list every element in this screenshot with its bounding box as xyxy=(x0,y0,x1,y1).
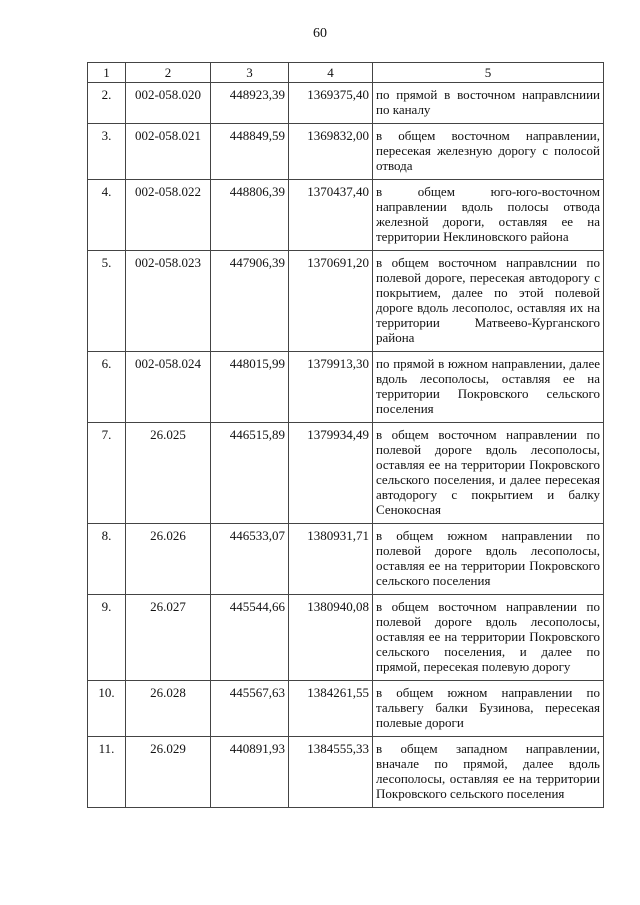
coordinate-y: 1379913,30 xyxy=(289,352,373,423)
row-number: 11. xyxy=(88,737,126,808)
coordinate-x: 445567,63 xyxy=(211,681,289,737)
page-number: 60 xyxy=(313,26,327,41)
point-code: 26.026 xyxy=(126,524,211,595)
table-row xyxy=(88,180,604,251)
header-cell-3: 3 xyxy=(211,63,289,83)
boundary-description: в общем восточном направлении по полевой дороге вдоль лесополосы, оставляя ее на территории Покровского сельского поселения, и далее пересекая автодорогу с покрытием и балку Сенокосная xyxy=(373,423,604,524)
coordinate-y: 1370437,40 xyxy=(289,180,373,251)
point-code: 26.028 xyxy=(126,681,211,737)
row-number: 10. xyxy=(88,681,126,737)
boundary-description: в общем западном направлении, вначале по прямой, далее вдоль лесополосы, оставляя ее на территории Покровского сельского поселения xyxy=(373,737,604,808)
coordinate-x: 448923,39 xyxy=(211,83,289,124)
table-row xyxy=(88,595,604,681)
header-row xyxy=(88,63,604,83)
coordinate-x: 445544,66 xyxy=(211,595,289,681)
coordinate-y: 1379934,49 xyxy=(289,423,373,524)
point-code: 002-058.022 xyxy=(126,180,211,251)
row-number: 5. xyxy=(88,251,126,352)
coordinate-x: 448849,59 xyxy=(211,124,289,180)
boundary-description: в общем юго-юго-восточном направлении вдоль полосы отвода железной дороги, оставляя ее на территории Неклиновского района xyxy=(373,180,604,251)
coordinate-y: 1370691,20 xyxy=(289,251,373,352)
boundary-description: в общем южном направлении по полевой дороге вдоль лесополосы, оставляя ее на территории Покровского сельского поселения xyxy=(373,524,604,595)
row-number: 8. xyxy=(88,524,126,595)
coordinate-x: 446533,07 xyxy=(211,524,289,595)
point-code: 26.025 xyxy=(126,423,211,524)
boundary-table xyxy=(87,62,604,808)
coordinate-x: 448015,99 xyxy=(211,352,289,423)
point-code: 26.029 xyxy=(126,737,211,808)
boundary-description: в общем южном направлении по тальвегу балки Бузинова, пересекая полевые дороги xyxy=(373,681,604,737)
row-number: 9. xyxy=(88,595,126,681)
table-row xyxy=(88,352,604,423)
point-code: 26.027 xyxy=(126,595,211,681)
coordinate-x: 440891,93 xyxy=(211,737,289,808)
table-row xyxy=(88,423,604,524)
table-row xyxy=(88,737,604,808)
coordinate-y: 1384261,55 xyxy=(289,681,373,737)
row-number: 6. xyxy=(88,352,126,423)
coordinate-x: 447906,39 xyxy=(211,251,289,352)
boundary-description: по прямой в восточном направлсниии по каналу xyxy=(373,83,604,124)
point-code: 002-058.021 xyxy=(126,124,211,180)
row-number: 2. xyxy=(88,83,126,124)
table-row xyxy=(88,251,604,352)
point-code: 002-058.023 xyxy=(126,251,211,352)
coordinate-y: 1369832,00 xyxy=(289,124,373,180)
boundary-description: в общем восточном направлении по полевой дороге вдоль лесополосы, оставляя ее на территории Покровского сельского поселения, и далее по прямой, пересекая полевую дорогу xyxy=(373,595,604,681)
table-row xyxy=(88,681,604,737)
boundary-description: в общем восточном направлении, пересекая железную дорогу с полосой отвода xyxy=(373,124,604,180)
coordinate-y: 1384555,33 xyxy=(289,737,373,808)
header-cell-4: 4 xyxy=(289,63,373,83)
header-cell-2: 2 xyxy=(126,63,211,83)
coordinate-x: 446515,89 xyxy=(211,423,289,524)
table-row xyxy=(88,83,604,124)
table-row xyxy=(88,124,604,180)
coordinate-y: 1380940,08 xyxy=(289,595,373,681)
boundary-description: в общем восточном направлснии по полевой дороге, пересекая автодорогу с покрытием, далее по этой полевой дороге вдоль лесополос, оставляя их на территории Матвеево-Курганского района xyxy=(373,251,604,352)
coordinate-y: 1380931,71 xyxy=(289,524,373,595)
row-number: 7. xyxy=(88,423,126,524)
header-cell-5: 5 xyxy=(373,63,604,83)
header-cell-1: 1 xyxy=(88,63,126,83)
point-code: 002-058.024 xyxy=(126,352,211,423)
coordinate-x: 448806,39 xyxy=(211,180,289,251)
row-number: 3. xyxy=(88,124,126,180)
boundary-description: по прямой в южном направлении, далее вдоль лесополосы, оставляя ее на территории Покровского сельского поселения xyxy=(373,352,604,423)
row-number: 4. xyxy=(88,180,126,251)
coordinate-y: 1369375,40 xyxy=(289,83,373,124)
table-row xyxy=(88,524,604,595)
point-code: 002-058.020 xyxy=(126,83,211,124)
